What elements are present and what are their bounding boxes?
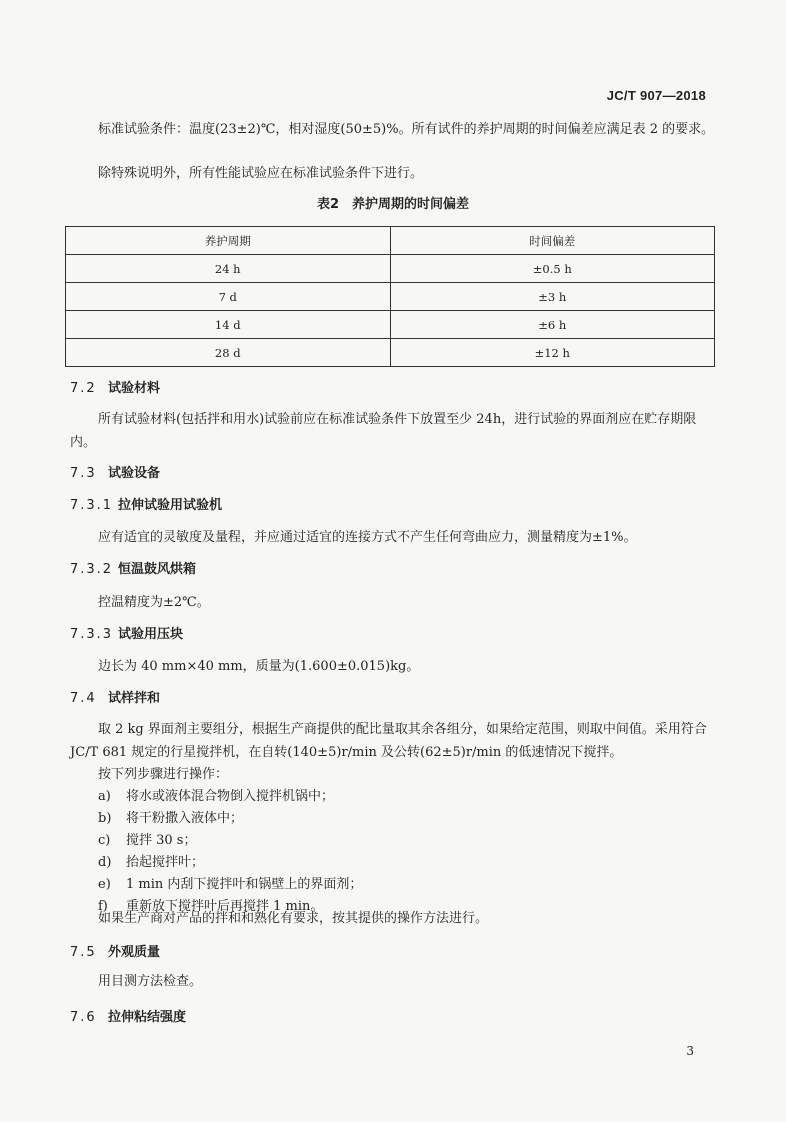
section-heading-7-3-3: [70, 623, 183, 642]
section-number: 7.3.3: [70, 627, 114, 642]
table-header-row: [66, 227, 715, 255]
curing-deviation-table: [65, 226, 715, 367]
list-item-label: e): [98, 877, 111, 892]
table-cell: 24 h: [66, 255, 391, 283]
table-header-cell: 时间偏差: [390, 227, 715, 255]
section-heading-7-2: [70, 377, 160, 396]
list-item-text: 将水或液体混合物倒入搅拌机锅中；: [126, 789, 335, 804]
section-text-7-3-3: 边长为 40 mm×40 mm，质量为(1.600±0.015)kg。: [98, 659, 420, 674]
section-text-7-4-note: 如果生产商对产品的拌和和熟化有要求，按其提供的操作方法进行。: [98, 911, 489, 926]
list-item-label: d): [98, 855, 112, 870]
section-text-7-2: 所有试验材料(包括拌和用水)试验前应在标准试验条件下放置至少 24h，进行试验的界面剂应在贮存期限内。: [70, 412, 697, 450]
section-title: 试验设备: [108, 466, 161, 481]
list-item-text: 搅拌 30 s；: [126, 833, 197, 848]
section-text-7-5: 用目测方法检查。: [98, 974, 203, 989]
list-item: [98, 785, 334, 804]
list-item-label: b): [98, 811, 112, 826]
standard-code: JC/T 907—2018: [606, 88, 706, 103]
section-number: 7.5: [70, 945, 97, 960]
list-item-label: c): [98, 833, 111, 848]
list-item-text: 将干粉撒入液体中；: [126, 811, 244, 826]
table-header-cell: 养护周期: [66, 227, 391, 255]
section-title: 试样拌和: [108, 691, 161, 706]
list-item: [98, 829, 196, 848]
section-number: 7.6: [70, 1010, 97, 1025]
list-item-label: a): [98, 789, 111, 804]
table-cell: ±12 h: [390, 339, 715, 367]
list-item: [98, 873, 362, 892]
section-title: 拉伸粘结强度: [108, 1010, 187, 1025]
section-title: 恒温鼓风烘箱: [118, 562, 197, 577]
list-item-text: 重新放下搅拌叶后再搅拌 1 min。: [126, 899, 324, 914]
section-number: 7.3.1: [70, 498, 114, 513]
conditions-paragraph: 标准试验条件：温度(23±2)℃，相对湿度(50±5)%。所有试件的养护周期的时间偏差应满足表 2 的要求。: [98, 122, 715, 137]
list-item-label: f): [98, 899, 108, 914]
section-number: 7.3: [70, 466, 97, 481]
section-title: 试验材料: [108, 381, 161, 396]
table-cell: 14 d: [66, 311, 391, 339]
section-title: 外观质量: [108, 945, 161, 960]
section-heading-7-3-1: [70, 494, 222, 513]
section-heading-7-6: [70, 1006, 186, 1025]
section-text-7-3-1: 应有适宜的灵敏度及量程，并应通过适宜的连接方式不产生任何弯曲应力，测量精度为±1%。: [98, 530, 637, 545]
list-item: [98, 807, 243, 826]
table-title: 表2 养护周期的时间偏差: [316, 197, 470, 212]
conditions-note: 除特殊说明外，所有性能试验应在标准试验条件下进行。: [98, 166, 424, 181]
table-cell: ±6 h: [390, 311, 715, 339]
list-item-text: 1 min 内刮下搅拌叶和锅壁上的界面剂；: [126, 877, 363, 892]
section-heading-7-3-2: [70, 558, 196, 577]
section-text-7-3-2: 控温精度为±2℃。: [98, 595, 210, 610]
table-cell: 7 d: [66, 283, 391, 311]
section-heading-7-5: [70, 941, 160, 960]
table-row: [66, 283, 715, 311]
table-row: [66, 255, 715, 283]
section-title: 拉伸试验用试验机: [118, 498, 223, 513]
section-text-7-4: 取 2 kg 界面剂主要组分，根据生产商提供的配比量取其余各组分，如果给定范围，则取中间值。采用符合 JC/T 681 规定的行星搅拌机，在自转(140±5)r/min 及公转(62±5)r/min 的低速情况下搅拌。: [70, 722, 707, 760]
table-cell: 28 d: [66, 339, 391, 367]
section-number: 7.3.2: [70, 562, 114, 577]
section-title: 试验用压块: [118, 627, 184, 642]
steps-intro: 按下列步骤进行操作：: [98, 767, 229, 782]
section-number: 7.4: [70, 691, 97, 706]
table-row: [66, 311, 715, 339]
list-item: [98, 851, 204, 870]
section-number: 7.2: [70, 381, 97, 396]
table-cell: ±3 h: [390, 283, 715, 311]
table-row: [66, 339, 715, 367]
table-cell: ±0.5 h: [390, 255, 715, 283]
list-item-text: 抬起搅拌叶；: [126, 855, 205, 870]
section-heading-7-3: [70, 462, 160, 481]
page-number: 3: [686, 1044, 694, 1058]
section-heading-7-4: [70, 687, 160, 706]
